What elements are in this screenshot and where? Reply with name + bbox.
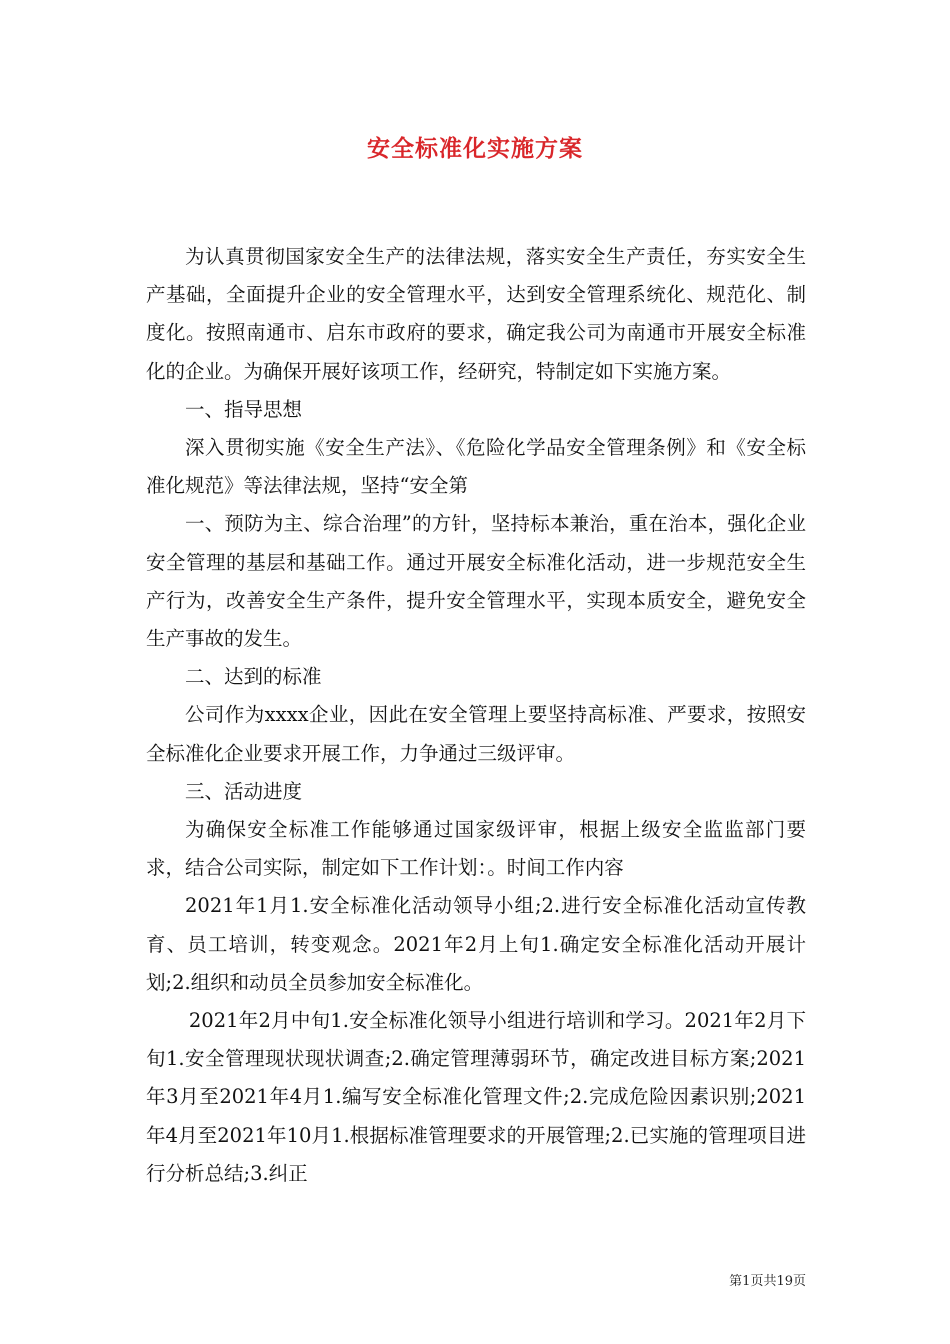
- section-heading-standards: 二、达到的标准: [185, 665, 322, 689]
- paragraph-schedule-1: 2021年1月1.安全标准化活动领导小组;2.进行安全标准化活动宣传教育、员工培训，转变观念。2021年2月上旬1.确定安全标准化活动开展计划;2.组织和动员全员参加安全标准化。: [146, 894, 806, 994]
- section-heading-guiding-thought: 一、指导思想: [185, 397, 303, 421]
- paragraph-standards: 公司作为xxxx企业，因此在安全管理上要坚持高标准、严要求，按照安全标准化企业要求开展工作，力争通过三级评审。: [146, 703, 806, 765]
- document-body: [146, 238, 806, 1193]
- paragraph-guiding-thought: 深入贯彻实施《安全生产法》、《危险化学品安全管理条例》和《安全标准化规范》等法律法规，坚持“安全第: [146, 436, 806, 498]
- document-title: 安全标准化实施方案: [367, 135, 583, 162]
- page-footer: 第1页共19页: [729, 1274, 806, 1289]
- paragraph-intro: 为认真贯彻国家安全生产的法律法规，落实安全生产责任，夯实安全生产基础，全面提升企业的安全管理水平，达到安全管理系统化、规范化、制度化。按照南通市、启东市政府的要求，确定我公司为南通市开展安全标准化的企业。为确保开展好该项工作，经研究，特制定如下实施方案。: [146, 245, 806, 383]
- paragraph-progress-intro: 为确保安全标准工作能够通过国家级评审，根据上级安全监监部门要求，结合公司实际，制定如下工作计划：。时间工作内容: [146, 818, 806, 880]
- section-heading-progress: 三、活动进度: [185, 779, 303, 803]
- paragraph-policy: 一、预防为主、综合治理”的方针，坚持标本兼治，重在治本，强化企业安全管理的基层和基础工作。通过开展安全标准化活动，进一步规范安全生产行为，改善安全生产条件，提升安全管理水平，实现本质安全，避免安全生产事故的发生。: [146, 512, 806, 651]
- paragraph-schedule-2: 2021年2月中旬1.安全标准化领导小组进行培训和学习。2021年2月下旬1.安全管理现状现状调查;2.确定管理薄弱环节，确定改进目标方案;2021年3月至2021年4月1.编写安全标准化管理文件;2.完成危险因素识别;2021年4月至2021年10月1.根据标准管理要求的开展管理;2.已实施的管理项目进行分析总结;3.纠正: [146, 1009, 806, 1185]
